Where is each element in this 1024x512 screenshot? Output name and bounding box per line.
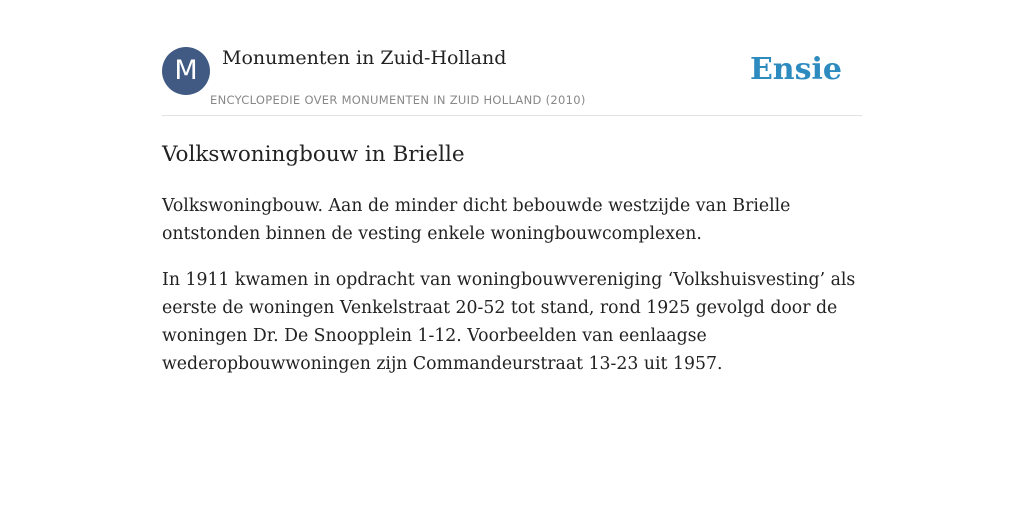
site-title[interactable]: Monumenten in Zuid-Holland [222,47,507,69]
ensie-logo-link[interactable]: Ensie [749,52,842,87]
article [162,140,862,378]
article-title: Volkswoningbouw in Brielle [162,142,465,167]
article-paragraph: In 1911 kwamen in opdracht van woningbouwvereniging ‘Volkshuisvesting’ als eerste de woningen Venkelstraat 20-52 tot stand, rond 1925 gevolgd door de woningen Dr. De Snoopplein 1-12. Voorbeelden van eenlaagse wederopbouwwoningen zijn Commandeurstraat 13-23 uit 1957. [162,270,856,374]
header-divider [162,115,862,116]
site-subtitle: ENCYCLOPEDIE OVER MONUMENTEN IN ZUID HOLLAND (2010) [210,93,586,107]
header [162,46,862,116]
avatar[interactable]: M [162,47,210,95]
article-paragraph: Volkswoningbouw. Aan de minder dicht bebouwde westzijde van Brielle ontstonden binnen de vesting enkele woningbouwcomplexen. [162,196,791,244]
